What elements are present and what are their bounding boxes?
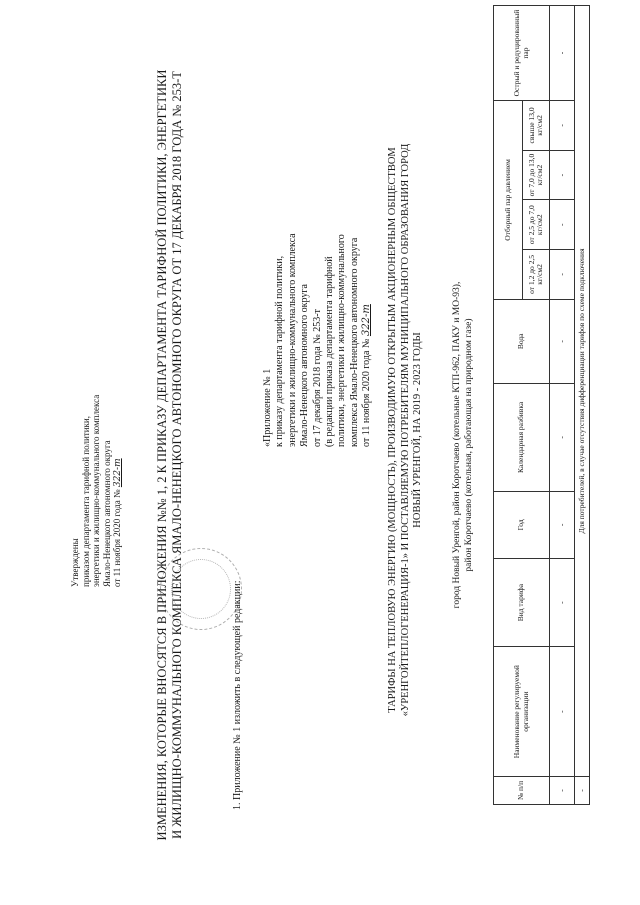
- appendix-line: Ямало-Ненецкого автономного округа: [299, 284, 311, 447]
- intro-text: 1. Приложение № 1 изложить в следующей редакции:: [232, 580, 243, 810]
- location-line: район Коротчаево (котельная, работающая на природном газе): [463, 318, 474, 572]
- location-line: город Новый Уренгой, район Коротчаево (котельные КТП-962, ПАКУ и МО-93),: [452, 281, 462, 609]
- header-steam-col: от 2,5 до 7,0 кг/см2: [523, 200, 550, 250]
- table-footer-row: [575, 6, 590, 805]
- tariff-title: ТАРИФЫ НА ТЕПЛОВУЮ ЭНЕРГИЮ (МОЩНОСТЬ), ПРОИЗВОДИМУЮ ОТКРЫТЫМ АКЦИОНЕРНЫМ ОБЩЕСТВОМ «УРЕНГОЙТЕПЛОГЕНЕРАЦИЯ-1» И ПОСТАВЛЯЕМУЮ ПОТРЕБИТЕЛЯМ МУНИЦИПАЛЬНОГО ОБРАЗОВАНИЯ ГОРОД НОВЫЙ УРЕНГОЙ, НА 2019 - 2023 ГОДЫ: [387, 143, 423, 717]
- table-cell: -: [550, 491, 575, 558]
- table-cell: -: [550, 299, 575, 383]
- appendix-number: 322-т: [361, 304, 373, 337]
- table-cell: -: [550, 6, 575, 101]
- header-organization: Наименование регулируемой организации: [494, 647, 550, 777]
- appendix-header: [262, 233, 374, 447]
- header-steam-col: от 1,2 до 2,5 кг/см2: [523, 250, 550, 300]
- header-steam-group: Отборный пар давлением: [494, 101, 523, 300]
- document-title: ИЗМЕНЕНИЯ, КОТОРЫЕ ВНОСЯТСЯ В ПРИЛОЖЕНИЯ №№ 1, 2 К ПРИКАЗУ ДЕПАРТАМЕНТА ТАРИФНОЙ ПОЛИТИКИ, ЭНЕРГЕТИКИ И ЖИЛИЩНО-КОММУНАЛЬНОГО КОМПЛЕКСА ЯМАЛО-НЕНЕЦКОГО АВТОНОМНОГО ОКРУГА ОТ 17 ДЕКАБРЯ 2018 ГОДА № 253-Т: [155, 69, 184, 841]
- table-row: [550, 6, 575, 805]
- table-cell: -: [550, 647, 575, 777]
- table-cell: -: [550, 101, 575, 151]
- approval-line: Утверждены: [70, 538, 80, 587]
- table-header-row: [494, 6, 523, 805]
- table-cell: -: [550, 558, 575, 647]
- appendix-line: энергетики и жилищно-коммунального комплекса: [286, 233, 298, 447]
- header-steam-col: от 7,0 до 13,0 кг/см2: [523, 150, 550, 200]
- approval-number: 322-т: [113, 458, 123, 488]
- header-steam-col: свыше 13,0 кг/см2: [523, 101, 550, 151]
- approval-date-line: от 11 ноября 2020 года № 322-т: [112, 458, 123, 587]
- approval-stamp: [70, 395, 124, 587]
- table-footer-note: Для потребителей, в случае отсутствия дифференциации тарифов по схеме подключения: [575, 6, 590, 777]
- appendix-line: от 17 декабря 2018 года № 253-т: [311, 309, 323, 447]
- table-cell: -: [550, 250, 575, 300]
- header-num: № п/п: [494, 776, 550, 804]
- appendix-date-line: от 11 ноября 2020 года № 322-т: [361, 304, 373, 447]
- header-sharp-steam: Острый и редуцированный пар: [494, 6, 550, 101]
- approval-line: приказом департамента тарифной политики,: [80, 416, 91, 587]
- header-calendar: Календарная разбивка: [494, 383, 550, 491]
- table-cell: -: [550, 776, 575, 804]
- table-cell: -: [550, 150, 575, 200]
- appendix-line: политики, энергетики и жилищно-коммунального: [336, 234, 348, 447]
- approval-line: энергетики и жилищно-коммунального комплекса: [91, 394, 101, 587]
- table-cell: -: [550, 383, 575, 491]
- approval-line: Ямало-Ненецкого автономного округа: [101, 440, 112, 587]
- table-cell: -: [575, 776, 590, 804]
- appendix-line: (в редакции приказа департамента тарифной: [324, 256, 336, 447]
- appendix-line: к приказу департамента тарифной политики,: [274, 255, 286, 447]
- table-cell: -: [550, 200, 575, 250]
- appendix-line: комплекса Ямало-Ненецкого автономного округа: [348, 237, 360, 447]
- header-year: Год: [494, 491, 550, 558]
- tariff-table: [493, 5, 590, 805]
- header-water: Вода: [494, 299, 550, 383]
- header-tariff-type: Вид тарифа: [494, 558, 550, 647]
- location-text: [452, 235, 475, 655]
- appendix-line: «Приложение № 1: [262, 368, 273, 447]
